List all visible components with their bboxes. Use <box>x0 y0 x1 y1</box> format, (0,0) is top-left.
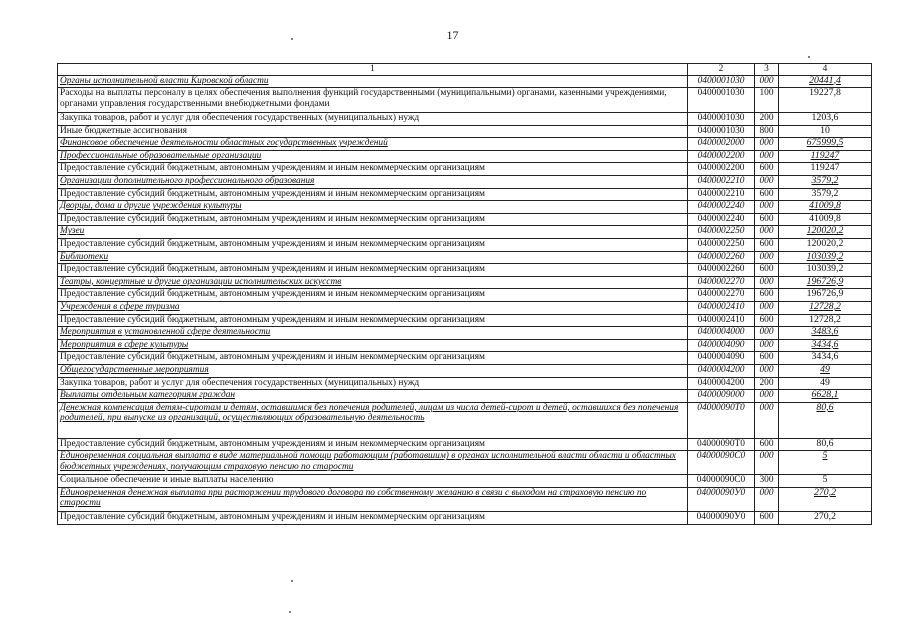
table-row <box>58 113 872 126</box>
row-amount-value: 270,2 <box>813 487 837 498</box>
row-amount-value: 12728,2 <box>809 301 841 312</box>
row-name-cell: Единовременная социальная выплата в виде материальной помощи работающим (работавшим) в органах исполнительной власти области и областных бюджетных учреждениях, получающим страховую пенсию по старости <box>58 451 688 475</box>
row-amount-value: 20441,4 <box>809 75 841 86</box>
row-code-cell: 04000090С0 <box>688 475 755 488</box>
row-expense-type-cell: 200 <box>755 113 779 126</box>
row-amount-cell <box>779 264 872 277</box>
row-amount-cell <box>779 251 872 264</box>
row-amount-value: 10 <box>820 125 830 136</box>
row-code-cell: 0400004090 <box>688 339 755 352</box>
row-amount-value: 3434,6 <box>811 351 839 363</box>
table-row <box>58 364 872 377</box>
row-amount-cell <box>779 150 872 163</box>
table-row <box>58 402 872 438</box>
row-expense-type-cell: 000 <box>755 276 779 289</box>
row-code-cell: 04000090Т0 <box>688 402 755 438</box>
row-expense-type-cell: 600 <box>755 314 779 327</box>
row-amount-cell <box>779 451 872 475</box>
row-code-cell: 04000090У0 <box>688 487 755 511</box>
row-expense-type-cell: 000 <box>755 138 779 151</box>
table-row <box>58 352 872 365</box>
row-expense-type-cell: 600 <box>755 188 779 201</box>
row-amount-value: 3434,6 <box>811 339 839 350</box>
header-cell-amount: 4 <box>779 64 872 76</box>
row-expense-type-cell: 200 <box>755 377 779 390</box>
row-code-cell: 0400002000 <box>688 138 755 151</box>
row-name-cell: Предоставление субсидий бюджетным, автономным учреждениям и иным некоммерческим организациям <box>58 239 688 252</box>
row-amount-value: 12728,2 <box>809 314 841 325</box>
row-amount-cell <box>779 438 872 451</box>
row-expense-type-cell: 000 <box>755 176 779 189</box>
table-body <box>58 75 872 524</box>
row-name-cell: Музеи <box>58 226 688 239</box>
row-code-cell: 0400004000 <box>688 327 755 340</box>
row-expense-type-cell: 000 <box>755 402 779 438</box>
row-code-cell: 04000090С0 <box>688 451 755 475</box>
row-code-cell: 0400002270 <box>688 289 755 302</box>
table-row <box>58 239 872 252</box>
table-row <box>58 226 872 239</box>
table-row <box>58 276 872 289</box>
row-amount-value: 49 <box>820 377 830 388</box>
row-amount-cell <box>779 138 872 151</box>
table-row <box>58 176 872 189</box>
table-row <box>58 487 872 511</box>
row-name-cell: Расходы на выплаты персоналу в целях обеспечения выполнения функций государственными (муниципальными) органами, казенными учреждениями, органами управления государственными внебюджетными фондами <box>58 88 688 113</box>
row-amount-value: 49 <box>820 364 830 375</box>
row-amount-value: 41009,8 <box>809 200 841 212</box>
table-row <box>58 201 872 214</box>
row-expense-type-cell: 000 <box>755 75 779 88</box>
row-name-cell: Организации дополнительного профессионального образования <box>58 176 688 189</box>
table-row <box>58 188 872 201</box>
row-expense-type-cell: 800 <box>755 125 779 138</box>
row-amount-value: 119247 <box>810 162 840 174</box>
row-expense-type-cell: 000 <box>755 150 779 163</box>
header-cell-name: 1 <box>58 64 688 76</box>
row-amount-cell <box>779 487 872 511</box>
row-amount-cell <box>779 302 872 315</box>
row-expense-type-cell: 000 <box>755 487 779 511</box>
row-expense-type-cell: 000 <box>755 327 779 340</box>
table-row <box>58 75 872 88</box>
row-amount-value: 80,6 <box>816 438 834 449</box>
row-name-cell: Денежная компенсация детям-сиротам и детям, оставшимся без попечения родителей, лицам из числа детей-сирот и детей, оставшихся без попечения родителей, при выпуске из организаций, осуществляющих образовательную деятельность <box>58 402 688 438</box>
row-amount-value: 120020,2 <box>806 238 844 250</box>
row-expense-type-cell: 000 <box>755 390 779 403</box>
row-amount-value: 196726,9 <box>806 276 844 287</box>
row-name-cell: Учреждения в сфере туризма <box>58 302 688 315</box>
row-amount-cell <box>779 377 872 390</box>
row-name-cell: Предоставление субсидий бюджетным, автономным учреждениям и иным некоммерческим организациям <box>58 511 688 524</box>
row-amount-value: 3579,2 <box>811 188 839 199</box>
row-amount-cell <box>779 276 872 289</box>
row-amount-cell <box>779 163 872 176</box>
row-amount-value: 3579,2 <box>811 175 839 187</box>
row-amount-value: 6628,1 <box>811 389 839 401</box>
row-amount-cell <box>779 125 872 138</box>
table-row <box>58 138 872 151</box>
row-amount-cell <box>779 213 872 226</box>
row-amount-value: 5 <box>822 474 828 486</box>
scan-speck <box>808 56 810 58</box>
row-name-cell: Мероприятия в сфере культуры <box>58 339 688 352</box>
row-amount-value: 41009,8 <box>809 213 841 224</box>
row-expense-type-cell: 600 <box>755 213 779 226</box>
row-name-cell: Театры, концертные и другие организации исполнительских искусств <box>58 276 688 289</box>
row-code-cell: 0400004200 <box>688 364 755 377</box>
row-amount-cell <box>779 188 872 201</box>
table-row <box>58 511 872 524</box>
row-name-cell: Финансовое обеспечение деятельности областных государственных учреждений <box>58 138 688 151</box>
row-code-cell: 0400002210 <box>688 176 755 189</box>
row-name-cell: Библиотеки <box>58 251 688 264</box>
row-amount-value: 196726,9 <box>806 288 844 300</box>
table-row <box>58 390 872 403</box>
row-code-cell: 0400002200 <box>688 163 755 176</box>
row-name-cell: Закупка товаров, работ и услуг для обеспечения государственных (муниципальных) нужд <box>58 113 688 126</box>
row-amount-value: 1203,6 <box>811 112 839 124</box>
row-name-cell: Единовременная денежная выплата при расторжении трудового договора по собственному желанию в связи с выходом на страховую пенсию по старости <box>58 487 688 511</box>
row-name-cell: Социальное обеспечение и иные выплаты населению <box>58 475 688 488</box>
row-name-cell: Предоставление субсидий бюджетным, автономным учреждениям и иным некоммерческим организациям <box>58 438 688 451</box>
table-row <box>58 339 872 352</box>
row-code-cell: 0400002270 <box>688 276 755 289</box>
row-code-cell: 0400002240 <box>688 213 755 226</box>
row-amount-cell <box>779 239 872 252</box>
table-row <box>58 150 872 163</box>
row-name-cell: Предоставление субсидий бюджетным, автономным учреждениям и иным некоммерческим организациям <box>58 314 688 327</box>
row-name-cell: Закупка товаров, работ и услуг для обеспечения государственных (муниципальных) нужд <box>58 377 688 390</box>
row-amount-value: 19227,8 <box>809 87 841 99</box>
row-amount-cell <box>779 226 872 239</box>
header-cell-type: 3 <box>755 64 779 76</box>
row-amount-cell <box>779 390 872 403</box>
header-cell-code: 2 <box>688 64 755 76</box>
row-amount-cell <box>779 364 872 377</box>
row-amount-value: 120020,2 <box>806 225 844 237</box>
row-code-cell: 0400002260 <box>688 251 755 264</box>
row-amount-value: 270,2 <box>813 511 837 522</box>
row-amount-cell <box>779 339 872 352</box>
row-code-cell: 04000090Т0 <box>688 438 755 451</box>
row-name-cell: Предоставление субсидий бюджетным, автономным учреждениям и иным некоммерческим организациям <box>58 289 688 302</box>
row-expense-type-cell: 000 <box>755 302 779 315</box>
table-row <box>58 289 872 302</box>
row-amount-cell <box>779 327 872 340</box>
row-expense-type-cell: 100 <box>755 88 779 113</box>
row-expense-type-cell: 600 <box>755 163 779 176</box>
row-expense-type-cell: 000 <box>755 201 779 214</box>
row-name-cell: Иные бюджетные ассигнования <box>58 125 688 138</box>
row-amount-cell <box>779 475 872 488</box>
row-amount-cell <box>779 314 872 327</box>
header-row <box>58 64 872 76</box>
row-code-cell: 0400004090 <box>688 352 755 365</box>
row-amount-value: 103039,2 <box>806 251 844 262</box>
row-code-cell: 0400002250 <box>688 239 755 252</box>
table-row <box>58 314 872 327</box>
row-amount-cell <box>779 352 872 365</box>
table-row <box>58 377 872 390</box>
row-name-cell: Предоставление субсидий бюджетным, автономным учреждениям и иным некоммерческим организациям <box>58 163 688 176</box>
row-code-cell: 0400002250 <box>688 226 755 239</box>
row-code-cell: 0400001030 <box>688 88 755 113</box>
table-row <box>58 475 872 488</box>
row-code-cell: 0400009000 <box>688 390 755 403</box>
table-row <box>58 438 872 451</box>
row-name-cell: Профессиональные образовательные организации <box>58 150 688 163</box>
row-name-cell: Предоставление субсидий бюджетным, автономным учреждениям и иным некоммерческим организациям <box>58 188 688 201</box>
row-amount-value: 5 <box>822 450 828 462</box>
row-amount-cell <box>779 88 872 113</box>
scan-speck <box>291 38 293 40</box>
scan-speck <box>289 611 291 613</box>
row-code-cell: 0400002410 <box>688 314 755 327</box>
scan-speck <box>291 580 293 582</box>
row-amount-cell <box>779 402 872 438</box>
row-amount-cell <box>779 289 872 302</box>
page-number: 17 <box>446 28 459 42</box>
row-amount-value: 675999,5 <box>806 137 844 149</box>
row-expense-type-cell: 000 <box>755 451 779 475</box>
row-code-cell: 0400001030 <box>688 113 755 126</box>
table-row <box>58 125 872 138</box>
row-expense-type-cell: 300 <box>755 475 779 488</box>
row-amount-cell <box>779 511 872 524</box>
budget-table <box>57 63 872 525</box>
table-row <box>58 302 872 315</box>
row-expense-type-cell: 600 <box>755 264 779 277</box>
row-amount-value: 119247 <box>810 150 840 161</box>
row-code-cell: 0400002260 <box>688 264 755 277</box>
row-code-cell: 0400002240 <box>688 201 755 214</box>
row-amount-cell <box>779 176 872 189</box>
table-row <box>58 251 872 264</box>
row-expense-type-cell: 000 <box>755 226 779 239</box>
row-amount-value: 3483,6 <box>811 326 839 338</box>
row-name-cell: Дворцы, дома и другие учреждения культуры <box>58 201 688 214</box>
row-code-cell: 0400002200 <box>688 150 755 163</box>
row-name-cell: Органы исполнительной власти Кировской области <box>58 75 688 88</box>
row-amount-cell <box>779 201 872 214</box>
table-row <box>58 327 872 340</box>
row-name-cell: Выплаты отдельным категориям граждан <box>58 390 688 403</box>
row-code-cell: 0400002410 <box>688 302 755 315</box>
row-amount-value: 80,6 <box>816 402 834 413</box>
row-code-cell: 0400002210 <box>688 188 755 201</box>
table-row <box>58 213 872 226</box>
row-name-cell: Общегосударственные мероприятия <box>58 364 688 377</box>
row-code-cell: 04000090У0 <box>688 511 755 524</box>
row-name-cell: Предоставление субсидий бюджетным, автономным учреждениям и иным некоммерческим организациям <box>58 213 688 226</box>
row-name-cell: Предоставление субсидий бюджетным, автономным учреждениям и иным некоммерческим организациям <box>58 264 688 277</box>
row-amount-value: 103039,2 <box>806 263 844 275</box>
row-amount-cell <box>779 75 872 88</box>
row-code-cell: 0400004200 <box>688 377 755 390</box>
row-amount-cell <box>779 113 872 126</box>
row-code-cell: 0400001030 <box>688 75 755 88</box>
row-expense-type-cell: 600 <box>755 289 779 302</box>
row-expense-type-cell: 000 <box>755 364 779 377</box>
row-name-cell: Мероприятия в установленной сфере деятельности <box>58 327 688 340</box>
row-expense-type-cell: 000 <box>755 339 779 352</box>
row-name-cell: Предоставление субсидий бюджетным, автономным учреждениям и иным некоммерческим организациям <box>58 352 688 365</box>
table-row <box>58 451 872 475</box>
row-expense-type-cell: 600 <box>755 352 779 365</box>
row-expense-type-cell: 000 <box>755 251 779 264</box>
table-row <box>58 264 872 277</box>
row-code-cell: 0400001030 <box>688 125 755 138</box>
row-expense-type-cell: 600 <box>755 511 779 524</box>
table-row <box>58 163 872 176</box>
row-expense-type-cell: 600 <box>755 438 779 451</box>
table-row <box>58 88 872 113</box>
row-expense-type-cell: 600 <box>755 239 779 252</box>
